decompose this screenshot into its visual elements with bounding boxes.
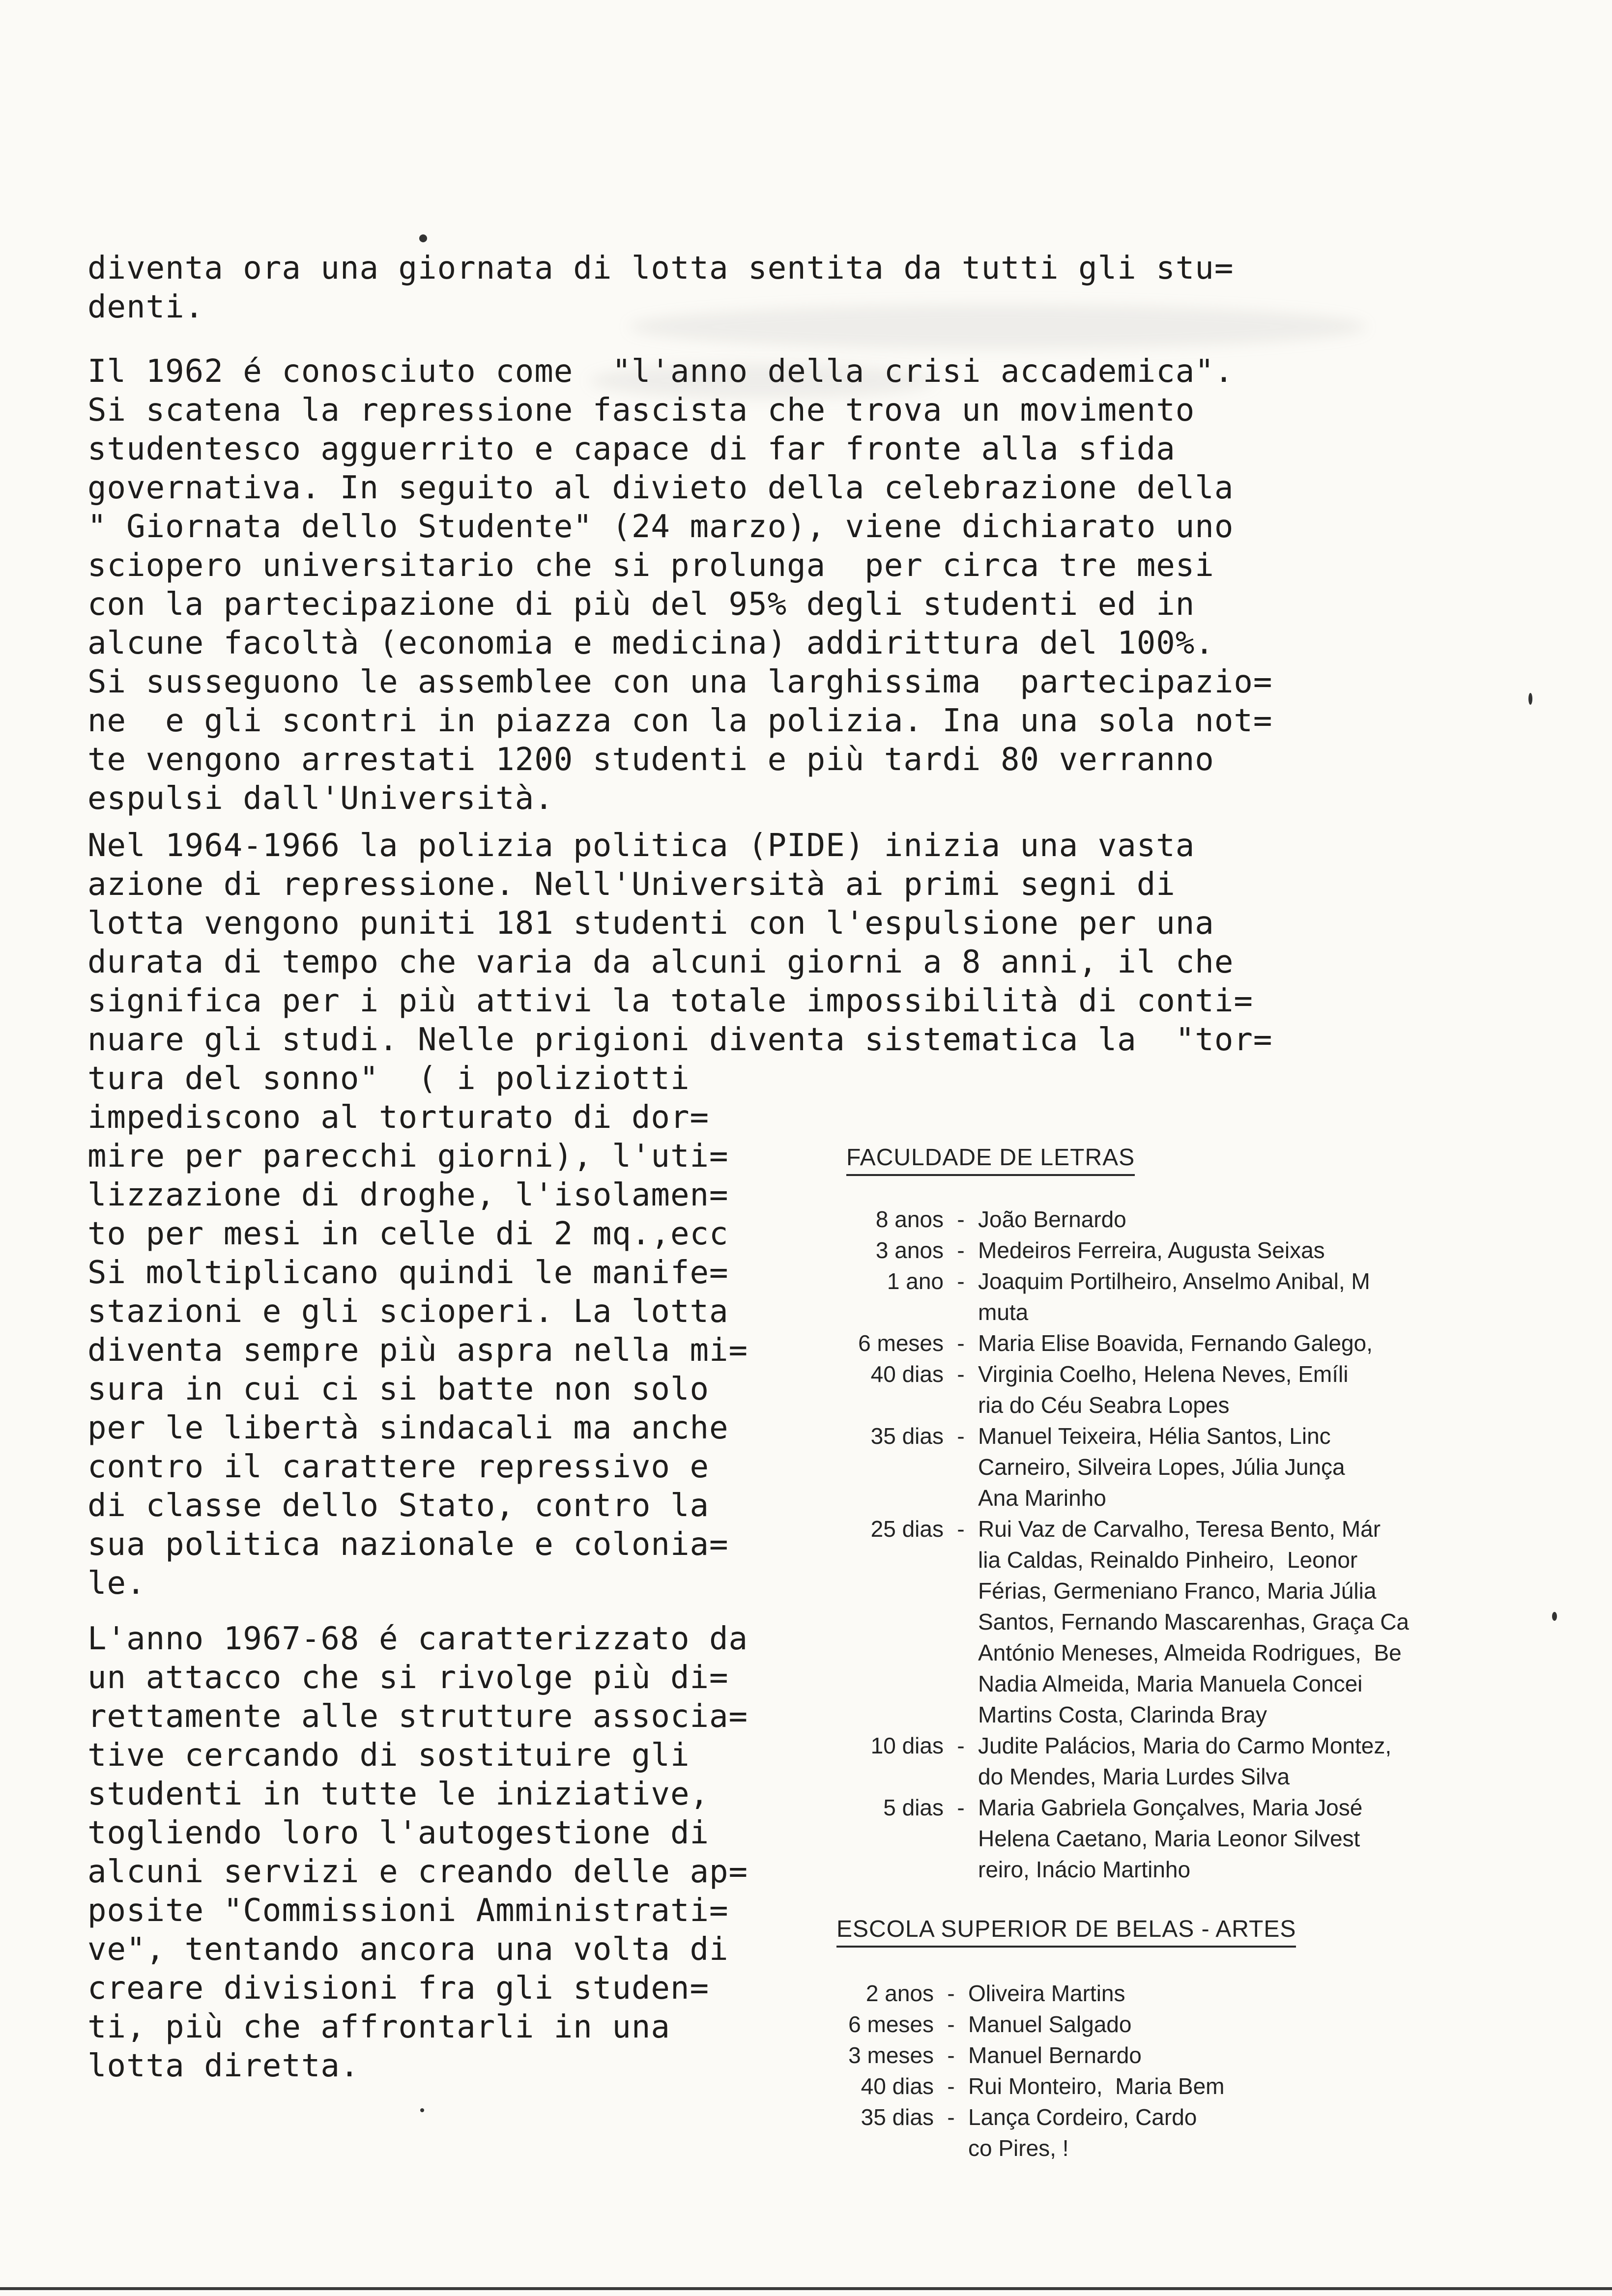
duration: 5 dias bbox=[883, 1795, 944, 1820]
duration: 10 dias bbox=[870, 1733, 944, 1758]
names: Judite Palácios, Maria do Carmo Montez, do Mendes, Maria Lurdes Silva bbox=[978, 1733, 1392, 1789]
belas-artes-list bbox=[806, 1978, 1225, 2164]
duration: 35 dias bbox=[861, 2104, 934, 2130]
list-item bbox=[816, 1730, 1409, 1792]
duration: 35 dias bbox=[870, 1423, 944, 1449]
paragraph-intro: diventa ora una giornata di lotta sentita da tutti gli stu= denti. bbox=[87, 250, 1234, 325]
names: Manuel Bernardo bbox=[968, 2042, 1142, 2068]
names: Oliveira Martins bbox=[968, 1980, 1125, 2006]
list-item bbox=[816, 1359, 1409, 1421]
separator: - bbox=[957, 1206, 965, 1232]
list-item bbox=[816, 1266, 1409, 1328]
list-item bbox=[816, 1328, 1409, 1359]
separator: - bbox=[957, 1237, 965, 1263]
list-item bbox=[806, 2102, 1225, 2164]
separator: - bbox=[947, 2073, 955, 2099]
paragraph-torture: tura del sonno" ( i poliziotti impediscono al torturato di dor= mire per parecchi giorni), l'uti= lizzazione di droghe, l'isolamen= to per mesi in celle di 2 mq.,ecc Si moltiplicano quindi le manife= stazioni e gli scioperi. La lotta diventa sempre più aspra nella mi= sura in cui ci si batte non solo per le libertà sindacali ma anche contro il carattere repressivo e di classe dello Stato, contro la sua politica nazionale e colonia= le. bbox=[87, 1061, 748, 1602]
separator: - bbox=[957, 1330, 965, 1356]
duration: 1 ano bbox=[887, 1268, 944, 1294]
list-item bbox=[816, 1235, 1409, 1266]
ink-speck bbox=[420, 2108, 424, 2112]
duration: 2 anos bbox=[865, 1980, 934, 2006]
names: Medeiros Ferreira, Augusta Seixas bbox=[978, 1237, 1325, 1263]
separator: - bbox=[947, 2104, 955, 2130]
names: Lança Cordeiro, Cardo co Pires, ! bbox=[968, 2104, 1197, 2161]
names: Virginia Coelho, Helena Neves, Emíli ria do Céu Seabra Lopes bbox=[978, 1361, 1349, 1418]
separator: - bbox=[957, 1516, 965, 1542]
duration: 3 meses bbox=[848, 2042, 934, 2068]
separator: - bbox=[947, 2011, 955, 2037]
duration: 40 dias bbox=[861, 2073, 934, 2099]
duration: 3 anos bbox=[875, 1237, 944, 1263]
names: Maria Gabriela Gonçalves, Maria José Helena Caetano, Maria Leonor Silvest reiro, Inácio Martinho bbox=[978, 1795, 1363, 1882]
separator: - bbox=[957, 1795, 965, 1820]
list-item bbox=[806, 2071, 1225, 2102]
names: Manuel Teixeira, Hélia Santos, Linc Carneiro, Silveira Lopes, Júlia Junça Ana Marinho bbox=[978, 1423, 1345, 1511]
ink-speck bbox=[419, 234, 427, 242]
duration: 6 meses bbox=[858, 1330, 944, 1356]
separator: - bbox=[957, 1733, 965, 1758]
list-item bbox=[816, 1421, 1409, 1514]
letras-list bbox=[816, 1204, 1409, 1885]
names: Rui Monteiro, Maria Bem bbox=[968, 2073, 1225, 2099]
paragraph-1964: Nel 1964-1966 la polizia politica (PIDE) inizia una vasta azione di repressione. Nell'Università ai primi segni di lotta vengono puniti 181 studenti con l'espulsione per una durata di tempo che varia da alcuni giorni a 8 anni, il che significa per i più attivi la totale impossibilità di conti= nuare gli studi. Nelle prigioni diventa sistematica la "tor= bbox=[87, 828, 1273, 1058]
bottom-edge-line bbox=[0, 2287, 1612, 2290]
list-item bbox=[806, 1978, 1225, 2009]
duration: 40 dias bbox=[870, 1361, 944, 1387]
ink-speck bbox=[1552, 1612, 1557, 1621]
list-item bbox=[806, 2040, 1225, 2071]
separator: - bbox=[957, 1423, 965, 1449]
list-item bbox=[816, 1204, 1409, 1235]
separator: - bbox=[947, 1980, 955, 2006]
separator: - bbox=[957, 1361, 965, 1387]
letras-heading: FACULDADE DE LETRAS bbox=[846, 1144, 1135, 1176]
names: João Bernardo bbox=[978, 1206, 1126, 1232]
list-item bbox=[816, 1514, 1409, 1730]
ink-speck bbox=[1528, 693, 1532, 705]
belas-artes-heading: ESCOLA SUPERIOR DE BELAS - ARTES bbox=[836, 1916, 1296, 1948]
duration: 25 dias bbox=[870, 1516, 944, 1542]
separator: - bbox=[957, 1268, 965, 1294]
names: Joaquim Portilheiro, Anselmo Anibal, M muta bbox=[978, 1268, 1370, 1325]
names: Manuel Salgado bbox=[968, 2011, 1132, 2037]
list-item bbox=[806, 2009, 1225, 2040]
list-item bbox=[816, 1792, 1409, 1885]
paragraph-1962: Il 1962 é conosciuto come "l'anno della crisi accademica". Si scatena la repressione fascista che trova un movimento studentesco agguerrito e capace di far fronte alla sfida governativa. In seguito al divieto della celebrazione della " Giornata dello Studente" (24 marzo), viene dichiarato uno sciopero universitario che si prolunga per circa tre mesi con la partecipazione di più del 95% degli studenti ed in alcune facoltà (economia e medicina) addirittura del 100%. Si susseguono le assemblee con una larghissima partecipazio= ne e gli scontri in piazza con la polizia. Ina una sola not= te vengono arrestati 1200 studenti e più tardi 80 verranno espulsi dall'Università. bbox=[87, 353, 1273, 817]
separator: - bbox=[947, 2042, 955, 2068]
paragraph-1967: L'anno 1967-68 é caratterizzato da un attacco che si rivolge più di= rettamente alle strutture associa= tive cercando di sostituire gli studenti in tutte le iniziative, togliendo loro l'autogestione di alcuni servizi e creando delle ap= posite "Commissioni Amministrati= ve", tentando ancora una volta di creare divisioni fra gli studen= ti, più che affrontarli in una lotta diretta. bbox=[87, 1621, 748, 2084]
names: Maria Elise Boavida, Fernando Galego, bbox=[978, 1330, 1373, 1356]
duration: 6 meses bbox=[848, 2011, 934, 2037]
names: Rui Vaz de Carvalho, Teresa Bento, Már lia Caldas, Reinaldo Pinheiro, Leonor Férias, Germeniano Franco, Maria Júlia Santos, Fernando Mascarenhas, Graça Ca António Meneses, Almeida Rodrigues, Be Nadia Almeida, Maria Manuela Concei Martins Costa, Clarinda Bray bbox=[978, 1516, 1410, 1727]
duration: 8 anos bbox=[875, 1206, 944, 1232]
